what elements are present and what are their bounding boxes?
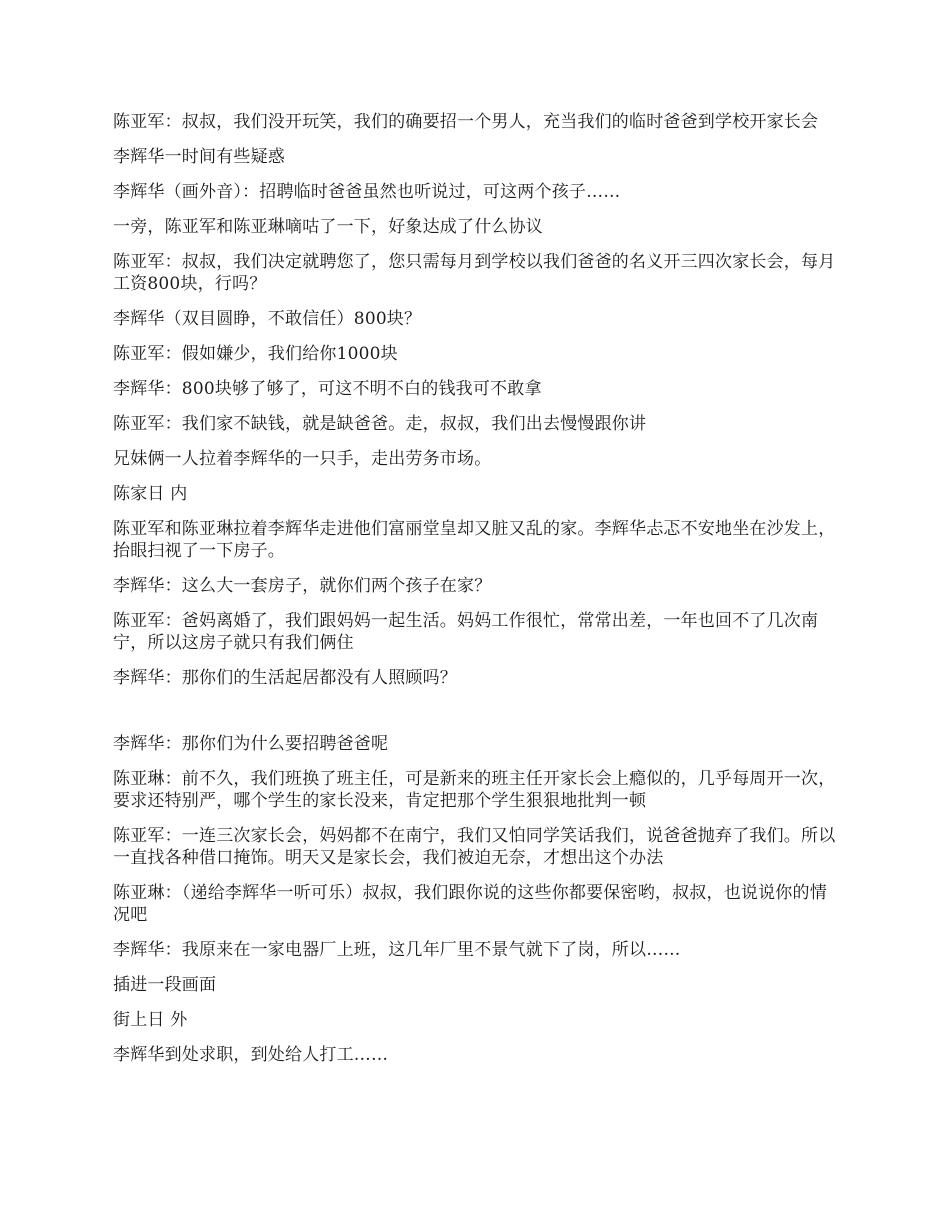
paragraph: 陈亚军：一连三次家长会，妈妈都不在南宁，我们又怕同学笑话我们，说爸爸抛弃了我们。所以一直找各种借口掩饰。明天又是家长会，我们被迫无奈，才想出这个办法: [113, 826, 836, 868]
paragraph: 李辉华（画外音）：招聘临时爸爸虽然也听说过，可这两个孩子……: [113, 182, 621, 202]
paragraph: 兄妹俩一人拉着李辉华的一只手，走出劳务市场。: [113, 449, 492, 469]
paragraph: 一旁，陈亚军和陈亚琳嘀咕了一下，好象达成了什么协议: [113, 217, 543, 237]
paragraph: 李辉华：那你们为什么要招聘爸爸呢: [113, 734, 389, 754]
paragraph: 陈亚琳：（递给李辉华一听可乐）叔叔，我们跟你说的这些你都要保密哟，叔叔，也说说你的情况吧: [113, 883, 827, 925]
paragraph: 陈亚军：叔叔，我们没开玩笑，我们的确要招一个男人，充当我们的临时爸爸到学校开家长会: [113, 112, 819, 132]
paragraph: 陈亚军：叔叔，我们决定就聘您了，您只需每月到学校以我们爸爸的名义开三四次家长会，每月工资800块，行吗？: [113, 252, 836, 294]
paragraph: 陈亚军和陈亚琳拉着李辉华走进他们富丽堂皇却又脏又乱的家。李辉华忐忑不安地坐在沙发上，抬眼扫视了一下房子。: [113, 519, 836, 561]
document-page: [113, 111, 843, 1066]
paragraph: 李辉华：那你们的生活起居都没有人照顾吗？: [113, 668, 457, 688]
paragraph: 李辉华：我原来在一家电器厂上班，这几年厂里不景气就下了岗，所以……: [113, 940, 681, 960]
paragraph: 陈亚琳：前不久，我们班换了班主任，可是新来的班主任开家长会上瘾似的，几乎每周开一次，要求还特别严，哪个学生的家长没来，肯定把那个学生狠狠地批判一顿: [113, 769, 836, 811]
paragraph: 陈亚军：我们家不缺钱，就是缺爸爸。走，叔叔，我们出去慢慢跟你讲: [113, 414, 647, 434]
paragraph: 陈亚军：假如嫌少，我们给你1000块: [113, 344, 398, 364]
paragraph: 李辉华一时间有些疑惑: [113, 147, 285, 167]
paragraph: 插进一段画面: [113, 975, 217, 995]
paragraph: 李辉华到处求职，到处给人打工……: [113, 1045, 389, 1065]
scene-heading: 陈家日 内: [113, 484, 188, 504]
scene-heading: 街上日 外: [113, 1010, 188, 1030]
paragraph: 陈亚军：爸妈离婚了，我们跟妈妈一起生活。妈妈工作很忙，常常出差，一年也回不了几次南宁，所以这房子就只有我们俩住: [113, 611, 819, 653]
paragraph: 李辉华：这么大一套房子，就你们两个孩子在家？: [113, 576, 492, 596]
paragraph: 李辉华：800块够了够了，可这不明不白的钱我可不敢拿: [113, 379, 542, 399]
paragraph: 李辉华（双目圆睁，不敢信任）800块？: [113, 309, 422, 329]
